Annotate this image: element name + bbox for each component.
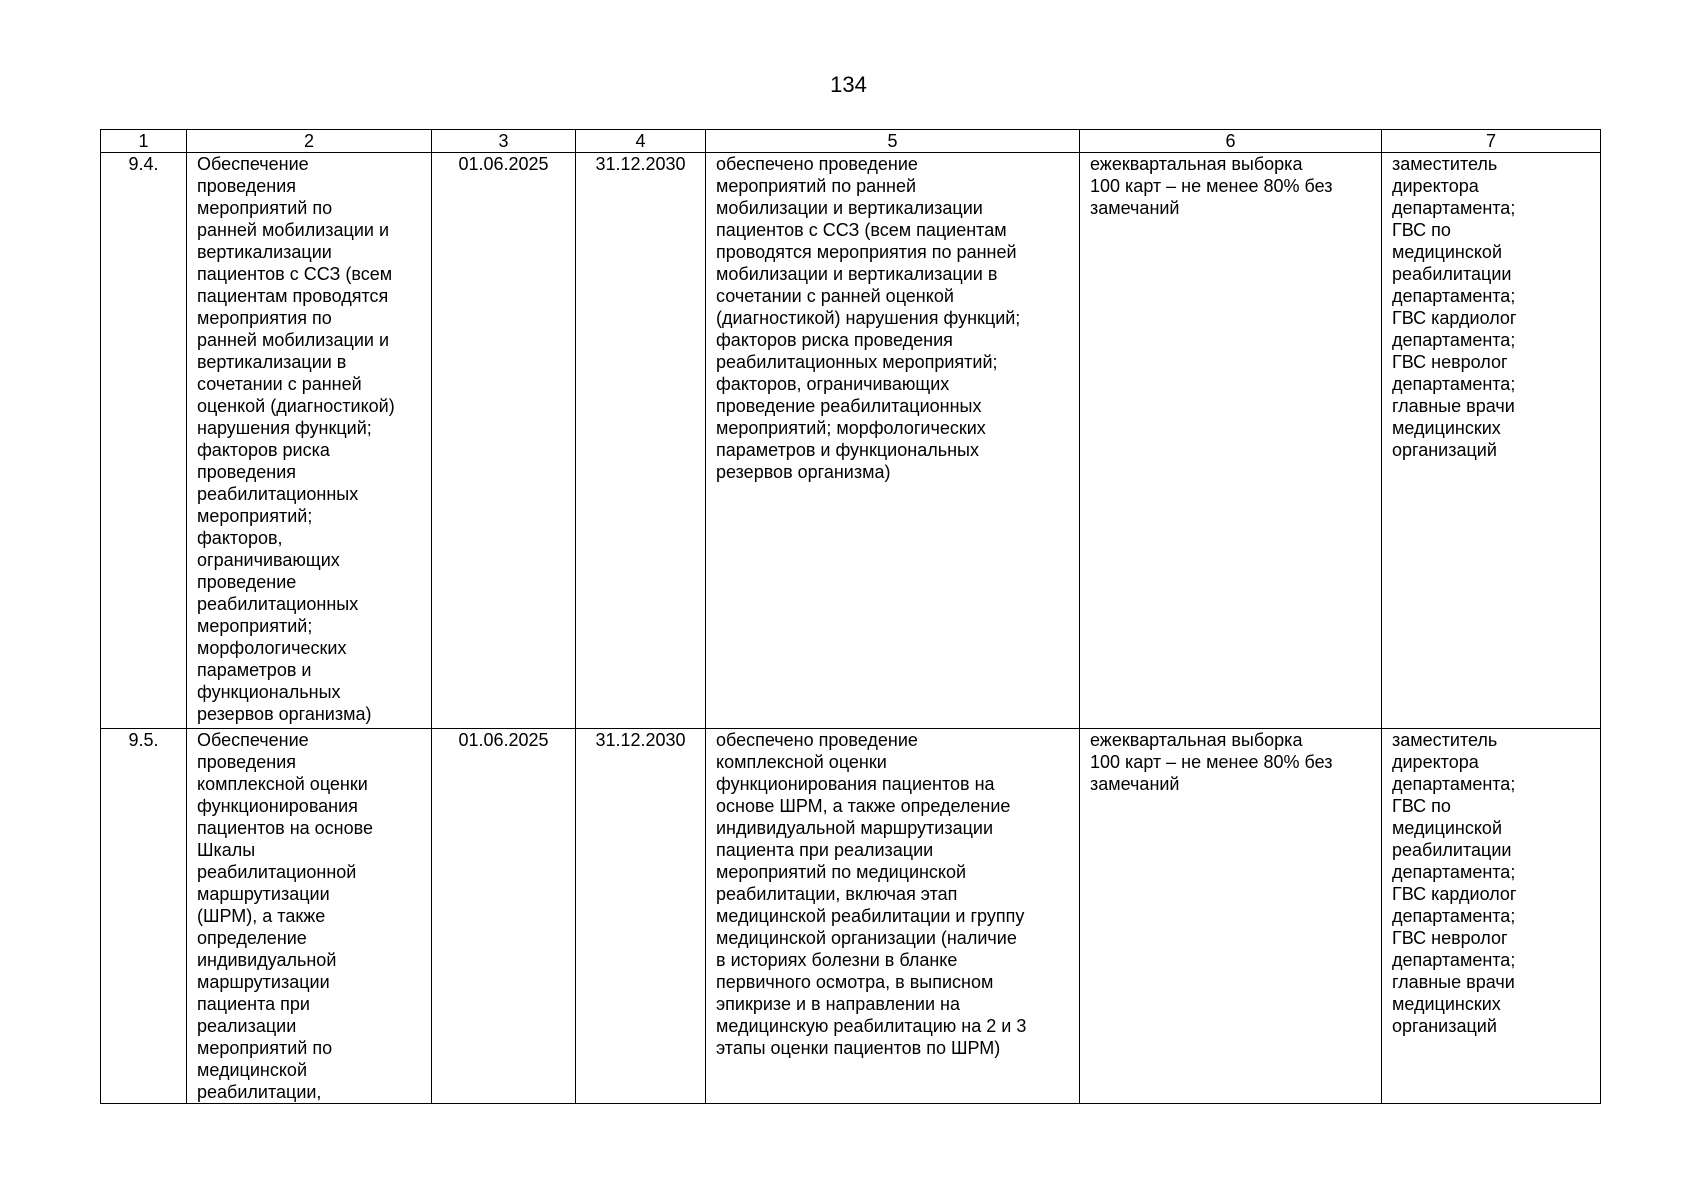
start-date: 01.06.2025 (458, 730, 549, 750)
activity-text: Обеспечение проведения комплексной оценки функционирования пациентов на основе Шкалы реабилитационной маршрутизации (ШРМ), а также определение индивидуальной маршрутизации пациента при реализации мероприятий по медицинской реабилитации, (197, 730, 373, 1102)
result-text: обеспечено проведение мероприятий по ранней мобилизации и вертикализации пациентов с ССЗ (всем пациентам проводятся мероприятия по ранней мобилизации и вертикализации в сочетании с ранней оценкой (диагностикой) нарушения функций; факторов риска проведения реабилитационных мероприятий; факторов, ограничивающих проведение реабилитационных мероприятий; морфологических параметров и функциональных резервов организма) (716, 154, 1021, 482)
table-row (101, 153, 1601, 729)
activity-cell (187, 153, 432, 729)
start-date-cell (432, 153, 576, 729)
header-cell-1: 1 (101, 130, 187, 153)
end-date: 31.12.2030 (595, 730, 686, 750)
result-text: обеспечено проведение комплексной оценки функционирования пациентов на основе ШРМ, а также определение индивидуальной маршрутизации пациента при реализации мероприятий по медицинской реабилитации, включая этап медицинской реабилитации и группу медицинской организации (наличие в историях болезни в бланке первичного осмотра, в выписном эпикризе и в направлении на медицинскую реабилитацию на 2 и 3 этапы оценки пациентов по ШРМ) (716, 730, 1027, 1058)
responsible-cell (1382, 153, 1601, 729)
responsible-cell (1382, 729, 1601, 1104)
indicator-cell (1080, 729, 1382, 1104)
header-row (101, 130, 1601, 153)
row-number: 9.5. (128, 730, 159, 750)
header-cell-5: 5 (706, 130, 1080, 153)
result-cell (706, 153, 1080, 729)
plan-table (100, 129, 1601, 1104)
header-cell-2: 2 (187, 130, 432, 153)
activity-cell (187, 729, 432, 1104)
start-date-cell (432, 729, 576, 1104)
end-date-cell (576, 153, 706, 729)
row-number-cell (101, 153, 187, 729)
end-date: 31.12.2030 (595, 154, 686, 174)
indicator-text: ежеквартальная выборка 100 карт – не менее 80% без замечаний (1090, 154, 1333, 218)
header-cell-6: 6 (1080, 130, 1382, 153)
start-date: 01.06.2025 (458, 154, 549, 174)
page-number: 134 (830, 72, 867, 97)
table-row (101, 729, 1601, 1104)
header-cell-3: 3 (432, 130, 576, 153)
row-number-cell (101, 729, 187, 1104)
row-number: 9.4. (128, 154, 159, 174)
header-cell-7: 7 (1382, 130, 1601, 153)
end-date-cell (576, 729, 706, 1104)
indicator-text: ежеквартальная выборка 100 карт – не менее 80% без замечаний (1090, 730, 1333, 794)
activity-text: Обеспечение проведения мероприятий по ранней мобилизации и вертикализации пациентов с ССЗ (всем пациентам проводятся мероприятия по ранней мобилизации и вертикализации в сочетании с ранней оценкой (диагностикой) нарушения функций; факторов риска проведения реабилитационных мероприятий; факторов, ограничивающих проведение реабилитационных мероприятий; морфологических параметров и функциональных резервов организма) (197, 154, 395, 724)
header-cell-4: 4 (576, 130, 706, 153)
indicator-cell (1080, 153, 1382, 729)
responsible-text: заместитель директора департамента; ГВС по медицинской реабилитации департамента; ГВС кардиолог департамента; ГВС невролог департамента; главные врачи медицинских организаций (1392, 730, 1517, 1036)
result-cell (706, 729, 1080, 1104)
responsible-text: заместитель директора департамента; ГВС по медицинской реабилитации департамента; ГВС кардиолог департамента; ГВС невролог департамента; главные врачи медицинских организаций (1392, 154, 1517, 460)
